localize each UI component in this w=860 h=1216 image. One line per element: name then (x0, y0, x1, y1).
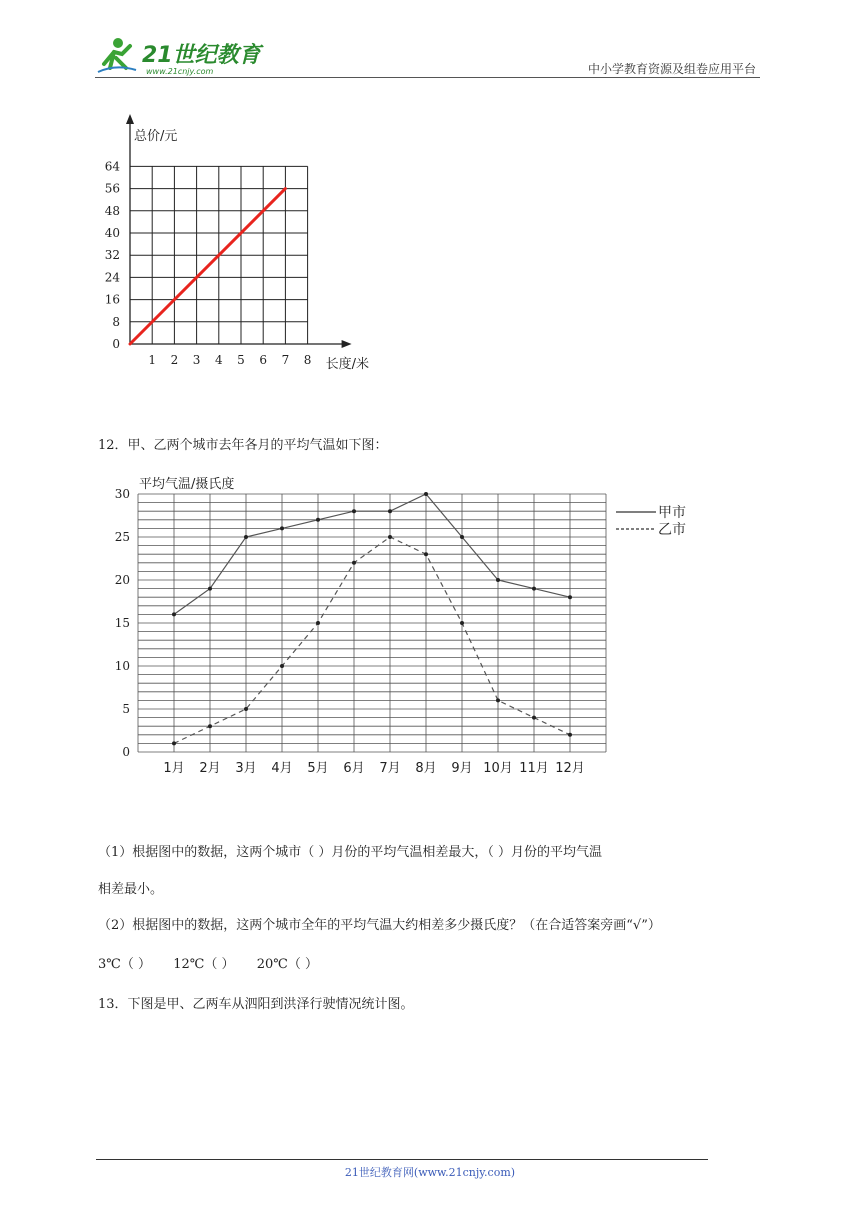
x-tick-label: 6月 (343, 761, 365, 776)
data-point (316, 621, 320, 625)
header-divider (95, 77, 760, 78)
runner-icon (98, 38, 136, 72)
x-tick-label: 2月 (199, 761, 221, 776)
question-12-1-line1: （1）根据图中的数据，这两个城市（ ）月份的平均气温相差最大，（ ）月份的平均气温 (98, 845, 603, 860)
x-tick-label: 2 (170, 353, 179, 367)
data-point (172, 741, 176, 745)
footer-divider (96, 1159, 708, 1160)
data-point (388, 535, 392, 539)
y-tick-label: 40 (104, 226, 120, 240)
header-site-title: 中小学教育资源及组卷应用平台 (587, 62, 756, 76)
data-point (352, 561, 356, 565)
y-tick-label: 0 (122, 745, 130, 759)
origin-label: 0 (112, 337, 120, 351)
x-tick-label: 7 (281, 353, 290, 367)
data-point (208, 724, 212, 728)
x-tick-label: 10月 (483, 761, 513, 776)
y-tick-label: 15 (114, 616, 130, 630)
x-tick-label: 1月 (163, 761, 185, 776)
x-axis-label: 长度/米 (325, 357, 369, 372)
data-point (280, 664, 284, 668)
data-point (244, 707, 248, 711)
y-tick-label: 8 (112, 314, 120, 329)
question-13-title: 13．下图是甲、乙两车从泗阳到洪泽行驶情况统计图。 (98, 997, 414, 1012)
footer-text: 21世纪教育网(www.21cnjy.com) (344, 1166, 516, 1179)
x-tick-label: 1 (148, 353, 157, 367)
data-point (172, 612, 176, 616)
y-tick-label: 5 (122, 702, 130, 716)
data-point (496, 698, 500, 702)
temperature-chart (110, 470, 700, 780)
x-axis-arrow (342, 340, 352, 348)
y-tick-label: 25 (114, 530, 130, 544)
y-tick-label: 16 (104, 292, 120, 307)
y-tick-label: 30 (114, 487, 130, 501)
y-axis-arrow (126, 114, 134, 124)
x-tick-label: 4 (214, 353, 223, 367)
x-tick-label: 5 (237, 353, 245, 367)
data-point (424, 552, 428, 556)
logo-url: www.21cnjy.com (146, 67, 214, 76)
option-20c[interactable]: 20℃（ ） (256, 957, 318, 972)
data-point (568, 595, 572, 599)
price-length-chart (104, 108, 390, 378)
y-tick-label: 48 (104, 203, 120, 218)
x-tick-label: 9月 (451, 761, 473, 776)
x-tick-label: 11月 (519, 761, 549, 776)
data-point (496, 578, 500, 582)
option-12c[interactable]: 12℃（ ） (173, 957, 235, 972)
data-point (244, 535, 248, 539)
y-axis-label: 平均气温/摄氏度 (139, 477, 235, 492)
y-tick-label: 10 (114, 659, 130, 673)
data-point (568, 733, 572, 737)
x-tick-label: 8 (303, 353, 312, 367)
x-tick-label: 3 (192, 353, 201, 367)
x-tick-label: 7月 (379, 761, 401, 776)
y-tick-label: 64 (104, 159, 120, 174)
x-tick-label: 12月 (555, 761, 585, 776)
question-12-1-line2: 相差最小。 (98, 882, 164, 897)
x-tick-label: 4月 (271, 761, 293, 776)
y-tick-label: 24 (104, 270, 120, 285)
legend-label: 乙市 (658, 522, 686, 538)
x-tick-label: 5月 (307, 761, 329, 776)
data-point (460, 621, 464, 625)
y-tick-label: 20 (114, 573, 130, 587)
data-point (532, 587, 536, 591)
y-axis-label: 总价/元 (134, 129, 178, 144)
x-tick-label: 6 (259, 353, 268, 367)
data-point (316, 518, 320, 522)
data-point (424, 492, 428, 496)
data-point (352, 509, 356, 513)
y-tick-label: 56 (104, 181, 120, 196)
data-point (280, 526, 284, 530)
question-12-title: 12．甲、乙两个城市去年各月的平均气温如下图： (98, 438, 388, 453)
question-12-2: （2）根据图中的数据，这两个城市全年的平均气温大约相差多少摄氏度？（在合适答案旁画“√”） (98, 918, 661, 933)
data-point (208, 587, 212, 591)
option-3c[interactable]: 3℃（ ） (98, 957, 151, 972)
y-tick-label: 32 (104, 248, 120, 263)
data-point (532, 716, 536, 720)
data-point (388, 509, 392, 513)
data-point (460, 535, 464, 539)
price-line (130, 189, 285, 344)
logo-text: 21世纪教育 (142, 43, 261, 68)
x-tick-label: 3月 (235, 761, 257, 776)
x-tick-label: 8月 (415, 761, 437, 776)
site-logo (96, 34, 266, 78)
question-12-options (98, 954, 318, 976)
legend-label: 甲市 (658, 505, 686, 521)
